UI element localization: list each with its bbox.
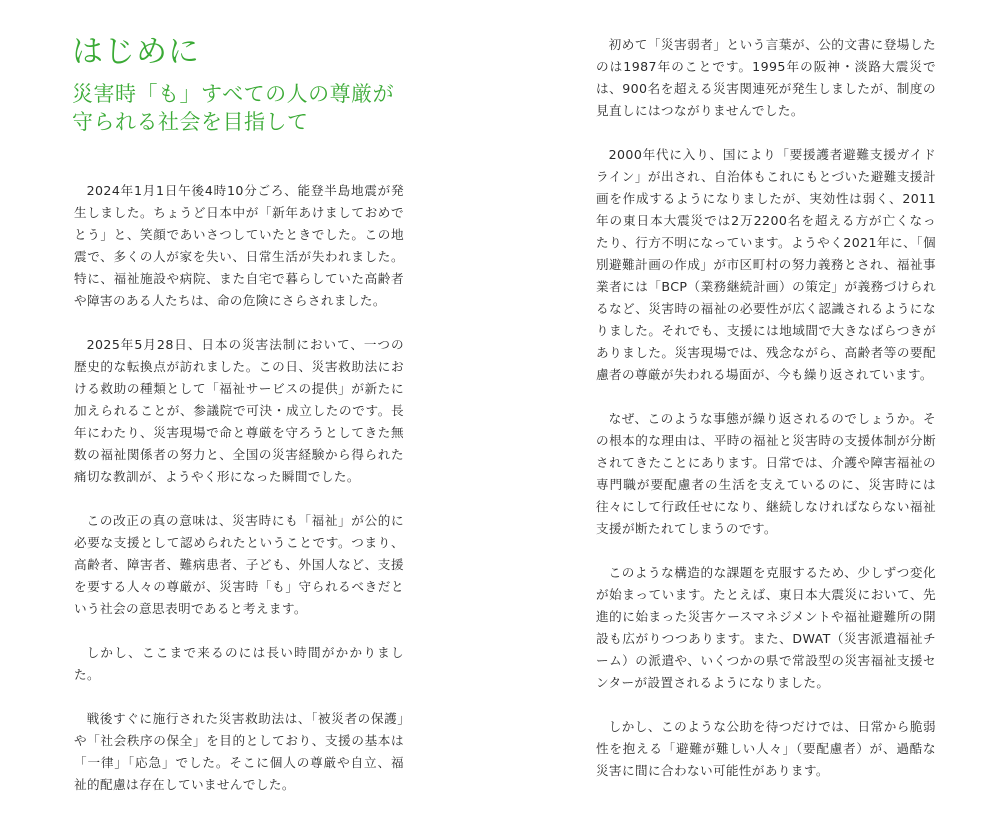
paragraph: 戦後すぐに施行された災害救助法は、「被災者の保護」や「社会秩序の保全」を目的としており、支援の基本は「一律」「応急」でした。そこに個人の尊厳や自立、福祉的配慮は存在していませんでした。: [74, 711, 404, 792]
paragraph: しかし、このような公助を待つだけでは、日常から脆弱性を抱える「避難が難しい人々」（要配慮者）が、過酷な災害に間に合わない可能性があります。: [596, 719, 936, 778]
subtitle-line-1: 災害時「も」すべての人の尊厳が: [72, 82, 395, 106]
right-page: [500, 0, 1000, 778]
page-title: はじめに: [72, 34, 200, 70]
paragraph: このような構造的な課題を克服するため、少しずつ変化が始まっています。たとえば、東日本大震災において、先進的に始まった災害ケースマネジメントや福祉避難所の開設も広がりつつあります。また、DWAT（災害派遣福祉チーム）の派遣や、いくつかの県で常設型の災害福祉支援センターが設置されるようになりました。: [596, 565, 936, 690]
paragraph: なぜ、このような事態が繰り返されるのでしょうか。その根本的な理由は、平時の福祉と災害時の支援体制が分断されてきたことにあります。日常では、介護や障害福祉の専門職が要配慮者の生活を支えているのに、災害時には往々にして行政任せになり、継続しなければならない福祉支援が断たれてしまうのです。: [596, 411, 936, 536]
paragraph: この改正の真の意味は、災害時にも「福祉」が公的に必要な支援として認められたということです。つまり、高齢者、障害者、難病患者、子ども、外国人など、支援を要する人々の尊厳が、災害時「も」守られるべきだという社会の意思表明であると考えます。: [74, 513, 404, 616]
paragraph: しかし、ここまで来るのには長い時間がかかりました。: [74, 645, 404, 682]
left-body-text: [74, 180, 404, 818]
left-page: [0, 0, 500, 792]
paragraph: 2000年代に入り、国により「要援護者避難支援ガイドライン」が出され、自治体もこれにもとづいた避難支援計画を作成するようになりましたが、実効性は弱く、2011年の東日本大震災では2万2200名を超える方が亡くなったり、行方不明になっています。ようやく2021年に、「個別避難計画の作成」が市区町村の努力義務とされ、福祉事業者には「BCP（業務継続計画）の策定」が義務づけられるなど、災害時の福祉の必要性が広く認識されるようになりました。それでも、支援には地域間で大きなばらつきがありました。災害現場では、残念ながら、高齢者等の要配慮者の尊厳が失われる場面が、今も繰り返されています。: [596, 147, 936, 382]
page-subtitle: [72, 80, 394, 136]
right-body-text: [596, 34, 936, 804]
paragraph: 2024年1月1日午後4時10分ごろ、能登半島地震が発生しました。ちょうど日本中が「新年あけましておめでとう」と、笑顔であいさつしていたときでした。この地震で、多くの人が家を失い、日常生活が失われました。特に、福祉施設や病院、また自宅で暮らしていた高齢者や障害のある人たちは、命の危険にさらされました。: [74, 183, 404, 308]
paragraph: 初めて「災害弱者」という言葉が、公的文書に登場したのは1987年のことです。1995年の阪神・淡路大震災では、900名を超える災害関連死が発生しましたが、制度の見直しにはつながりませんでした。: [596, 37, 936, 118]
paragraph: 2025年5月28日、日本の災害法制において、一つの歴史的な転換点が訪れました。この日、災害救助法における救助の種類として「福祉サービスの提供」が新たに加えられることが、参議院で可決・成立したのです。長年にわたり、災害現場で命と尊厳を守ろうとしてきた無数の福祉関係者の努力と、全国の災害経験から得られた痛切な教訓が、ようやく形になった瞬間でした。: [74, 337, 404, 484]
subtitle-line-2: 守られる社会を目指して: [72, 110, 309, 134]
